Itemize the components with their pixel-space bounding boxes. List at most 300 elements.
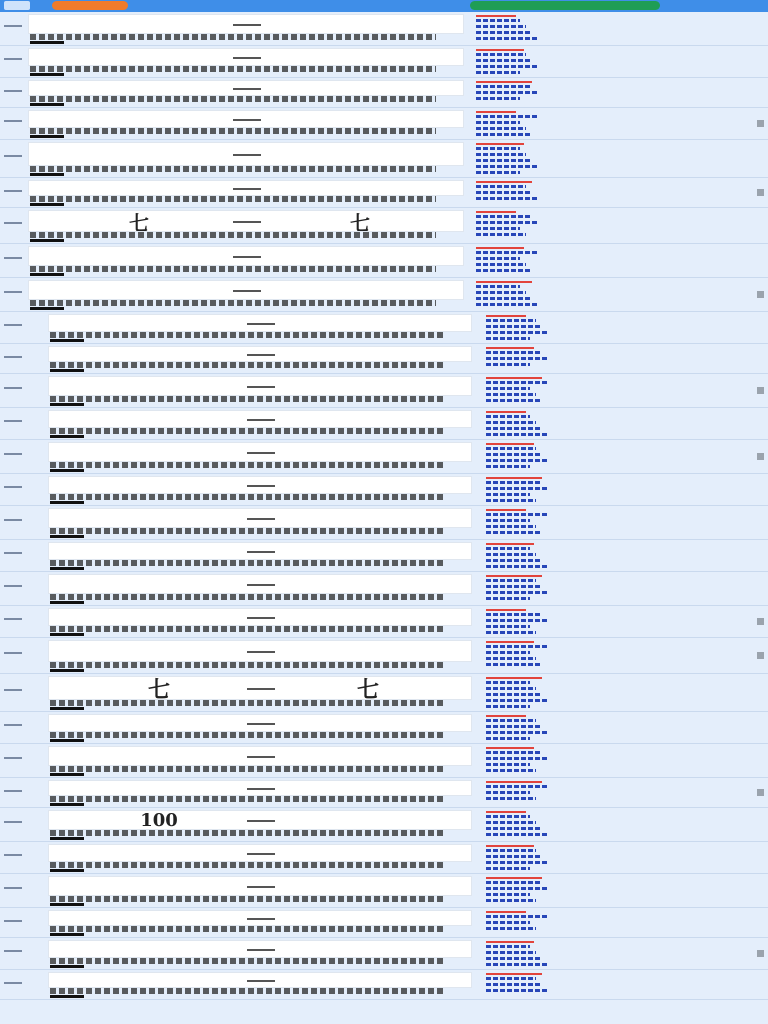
- list-item[interactable]: [0, 674, 768, 712]
- reading-link[interactable]: [486, 797, 536, 800]
- glyph-comparison-image[interactable]: [28, 280, 464, 300]
- reading-links[interactable]: [476, 111, 542, 139]
- reading-link[interactable]: [486, 427, 542, 430]
- expand-icon[interactable]: [757, 453, 764, 460]
- reading-link[interactable]: [476, 25, 526, 28]
- reading-links[interactable]: [486, 543, 552, 571]
- reading-link[interactable]: [476, 171, 520, 174]
- reading-link[interactable]: [486, 363, 530, 366]
- glyph-comparison-image[interactable]: [48, 410, 472, 428]
- glyph-comparison-image[interactable]: [48, 542, 472, 560]
- expand-icon[interactable]: [757, 950, 764, 957]
- reading-link[interactable]: [476, 191, 532, 194]
- reading-link[interactable]: [486, 687, 536, 690]
- separator-dash: [247, 551, 275, 553]
- list-item[interactable]: [0, 244, 768, 278]
- reading-links[interactable]: [486, 845, 552, 873]
- separator-dash: [247, 617, 275, 619]
- reading-links[interactable]: [476, 181, 542, 203]
- row-number: [4, 25, 22, 27]
- reading-link[interactable]: [486, 899, 536, 902]
- glyph-caption: [50, 700, 444, 706]
- separator-dash: [233, 290, 261, 292]
- reading-link[interactable]: [476, 53, 526, 56]
- reading-link[interactable]: [486, 951, 536, 954]
- reading-link[interactable]: [486, 921, 530, 924]
- glyph-right: [313, 377, 423, 395]
- list-item[interactable]: [0, 178, 768, 208]
- reading-link[interactable]: [486, 453, 542, 456]
- stroke-marker: [486, 911, 526, 913]
- glyph-caption-underline: [50, 965, 84, 968]
- expand-icon[interactable]: [757, 387, 764, 394]
- glyph-caption-underline: [50, 869, 84, 872]
- reading-link[interactable]: [476, 71, 520, 74]
- expand-icon[interactable]: [757, 291, 764, 298]
- reading-link[interactable]: [476, 221, 538, 224]
- reading-link[interactable]: [486, 833, 548, 836]
- separator-dash: [233, 57, 261, 59]
- reading-links[interactable]: [486, 477, 552, 505]
- list-item[interactable]: [0, 778, 768, 808]
- reading-link[interactable]: [476, 85, 532, 88]
- site-logo[interactable]: [4, 1, 30, 10]
- list-item[interactable]: [0, 938, 768, 970]
- reading-link[interactable]: [486, 963, 548, 966]
- glyph-caption-underline: [30, 239, 64, 242]
- expand-icon[interactable]: [757, 652, 764, 659]
- glyph-comparison-image[interactable]: [48, 346, 472, 362]
- reading-link[interactable]: [486, 619, 548, 622]
- separator-dash: [247, 452, 275, 454]
- menu-badge-button[interactable]: [52, 1, 128, 10]
- list-item[interactable]: [0, 408, 768, 440]
- reading-link[interactable]: [476, 115, 538, 118]
- reading-link[interactable]: [486, 693, 542, 696]
- reading-link[interactable]: [476, 159, 532, 162]
- expand-icon[interactable]: [757, 618, 764, 625]
- glyph-left: 七: [147, 676, 170, 700]
- glyph-comparison-image[interactable]: [48, 940, 472, 958]
- reading-link[interactable]: [476, 257, 520, 260]
- glyph-left: [109, 941, 209, 957]
- reading-link[interactable]: [486, 597, 530, 600]
- glyph-comparison-image[interactable]: [28, 14, 464, 34]
- list-item[interactable]: [0, 842, 768, 874]
- row-number: [4, 724, 22, 726]
- glyph-caption: [30, 300, 436, 306]
- glyph-comparison-image[interactable]: [48, 876, 472, 896]
- reading-link[interactable]: [486, 481, 542, 484]
- list-item[interactable]: [0, 474, 768, 506]
- glyph-left: [109, 377, 209, 395]
- reading-link[interactable]: [486, 751, 542, 754]
- glyph-right: [313, 747, 423, 765]
- reading-links[interactable]: [486, 609, 552, 637]
- top-bar: [0, 0, 768, 12]
- expand-icon[interactable]: [757, 120, 764, 127]
- glyph-caption: [50, 560, 444, 566]
- reading-link[interactable]: [486, 433, 548, 436]
- reading-links[interactable]: [476, 81, 542, 103]
- glyph-caption-underline: [50, 707, 84, 710]
- reading-link[interactable]: [476, 91, 538, 94]
- stroke-marker: [486, 377, 542, 379]
- reading-link[interactable]: [486, 719, 536, 722]
- glyph-caption-underline: [50, 567, 84, 570]
- glyph-caption: [50, 958, 444, 964]
- list-item[interactable]: [0, 572, 768, 606]
- glyph-comparison-image[interactable]: [48, 476, 472, 494]
- separator-dash: [247, 518, 275, 520]
- reading-links[interactable]: [476, 143, 542, 177]
- glyph-comparison-image[interactable]: [48, 314, 472, 332]
- reading-link[interactable]: [486, 849, 536, 852]
- reading-link[interactable]: [476, 297, 532, 300]
- glyph-caption: [30, 96, 436, 102]
- glyph-right: [313, 715, 423, 731]
- glyph-caption: [30, 266, 436, 272]
- reading-link[interactable]: [486, 927, 536, 930]
- reading-link[interactable]: [486, 351, 542, 354]
- separator-dash: [247, 419, 275, 421]
- reading-link[interactable]: [486, 769, 536, 772]
- glyph-caption-underline: [50, 903, 84, 906]
- glyph-comparison-image[interactable]: [48, 640, 472, 662]
- list-item[interactable]: [0, 78, 768, 108]
- list-item[interactable]: [0, 712, 768, 744]
- stroke-marker: [476, 49, 524, 51]
- glyph-comparison-image[interactable]: [28, 110, 464, 128]
- reading-link[interactable]: [486, 631, 536, 634]
- reading-link[interactable]: [486, 331, 548, 334]
- list-item[interactable]: [0, 874, 768, 908]
- reading-link[interactable]: [486, 989, 548, 992]
- reading-link[interactable]: [486, 415, 530, 418]
- reading-link[interactable]: [486, 381, 548, 384]
- reading-link[interactable]: [486, 613, 542, 616]
- reading-link[interactable]: [486, 447, 536, 450]
- reading-link[interactable]: [486, 499, 536, 502]
- reading-link[interactable]: [486, 887, 548, 890]
- stroke-marker: [486, 477, 542, 479]
- reading-link[interactable]: [486, 421, 536, 424]
- reading-link[interactable]: [476, 127, 526, 130]
- glyph-caption: [50, 428, 444, 434]
- reading-link[interactable]: [486, 725, 542, 728]
- glyph-right: [305, 281, 415, 299]
- list-item[interactable]: [0, 744, 768, 778]
- list-item[interactable]: [0, 140, 768, 178]
- reading-links[interactable]: [486, 377, 552, 405]
- reading-link[interactable]: [486, 645, 548, 648]
- reading-links[interactable]: [486, 911, 552, 933]
- reading-link[interactable]: [486, 357, 548, 360]
- row-number: [4, 155, 22, 157]
- reading-link[interactable]: [486, 915, 548, 918]
- row-number: [4, 222, 22, 224]
- reading-link[interactable]: [486, 855, 542, 858]
- reading-links[interactable]: [486, 973, 552, 995]
- reading-links[interactable]: [486, 747, 552, 775]
- reading-link[interactable]: [486, 559, 542, 562]
- reading-link[interactable]: [486, 763, 530, 766]
- reading-links[interactable]: [486, 715, 552, 743]
- reading-link[interactable]: [486, 893, 530, 896]
- reading-link[interactable]: [486, 513, 548, 516]
- reading-link[interactable]: [486, 459, 548, 462]
- glyph-right: [313, 811, 423, 829]
- reading-link[interactable]: [486, 983, 542, 986]
- reading-link[interactable]: [486, 585, 542, 588]
- glyph-caption: [50, 332, 444, 338]
- reading-link[interactable]: [486, 519, 530, 522]
- glyph-comparison-image[interactable]: [48, 574, 472, 594]
- glyph-comparison-image[interactable]: [48, 844, 472, 862]
- list-item[interactable]: [0, 108, 768, 140]
- reading-link[interactable]: [476, 263, 526, 266]
- stroke-marker: [486, 509, 526, 511]
- reading-link[interactable]: [476, 65, 538, 68]
- reading-link[interactable]: [486, 553, 536, 556]
- list-item[interactable]: [0, 808, 768, 842]
- separator-dash: [233, 221, 261, 223]
- glyph-comparison-image[interactable]: [48, 746, 472, 766]
- reading-link[interactable]: [486, 319, 536, 322]
- reading-links[interactable]: [486, 677, 552, 711]
- glyph-left: [109, 411, 209, 427]
- reading-link[interactable]: [476, 215, 532, 218]
- reading-link[interactable]: [476, 269, 532, 272]
- reading-link[interactable]: [486, 957, 542, 960]
- reading-link[interactable]: [476, 133, 532, 136]
- reading-link[interactable]: [486, 487, 548, 490]
- reading-links[interactable]: [486, 941, 552, 969]
- reading-links[interactable]: [486, 781, 552, 803]
- reading-link[interactable]: [486, 465, 530, 468]
- glyph-comparison-image[interactable]: [48, 376, 472, 396]
- reading-links[interactable]: [476, 49, 542, 77]
- list-item[interactable]: [0, 344, 768, 374]
- reading-links[interactable]: [486, 811, 552, 839]
- expand-icon[interactable]: [757, 189, 764, 196]
- reading-link[interactable]: [486, 821, 536, 824]
- reading-link[interactable]: [476, 303, 538, 306]
- row-number: [4, 58, 22, 60]
- reading-links[interactable]: [476, 247, 542, 275]
- reading-link[interactable]: [476, 59, 532, 62]
- reading-link[interactable]: [486, 663, 542, 666]
- reading-links[interactable]: [486, 877, 552, 905]
- row-number: [4, 585, 22, 587]
- glyph-caption: [50, 862, 444, 868]
- reading-link[interactable]: [486, 547, 530, 550]
- glyph-comparison-image[interactable]: [48, 714, 472, 732]
- glyph-left: [109, 347, 209, 361]
- stroke-marker: [486, 575, 542, 577]
- reading-link[interactable]: [486, 579, 536, 582]
- reading-link[interactable]: [476, 227, 520, 230]
- reading-links[interactable]: [486, 347, 552, 369]
- reading-link[interactable]: [476, 147, 520, 150]
- glyph-caption: [50, 626, 444, 632]
- separator-dash: [247, 918, 275, 920]
- list-item[interactable]: [0, 46, 768, 78]
- reading-link[interactable]: [476, 19, 520, 22]
- list-item[interactable]: [0, 312, 768, 344]
- list-item[interactable]: [0, 440, 768, 474]
- separator-dash: [247, 723, 275, 725]
- reading-link[interactable]: [486, 591, 548, 594]
- glyph-comparison-image[interactable]: [48, 810, 472, 830]
- reading-links[interactable]: [486, 443, 552, 471]
- list-item[interactable]: [0, 208, 768, 244]
- glyph-comparison-image[interactable]: [28, 210, 464, 232]
- expand-icon[interactable]: [757, 789, 764, 796]
- glyph-caption-underline: [30, 307, 64, 310]
- list-item[interactable]: [0, 606, 768, 638]
- list-item[interactable]: [0, 278, 768, 312]
- glyph-comparison-image[interactable]: [48, 508, 472, 528]
- reading-link[interactable]: [486, 731, 548, 734]
- reading-link[interactable]: [486, 625, 530, 628]
- glyph-comparison-image[interactable]: [28, 246, 464, 266]
- reading-link[interactable]: [486, 815, 530, 818]
- reading-link[interactable]: [476, 285, 520, 288]
- reading-link[interactable]: [486, 791, 530, 794]
- reading-link[interactable]: [476, 121, 520, 124]
- glyph-comparison-image[interactable]: [48, 910, 472, 926]
- reading-link[interactable]: [476, 291, 526, 294]
- reading-link[interactable]: [486, 827, 542, 830]
- reading-link[interactable]: [486, 657, 536, 660]
- list-item[interactable]: [0, 540, 768, 572]
- glyph-comparison-image[interactable]: [48, 780, 472, 796]
- separator-dash: [247, 886, 275, 888]
- separator-dash: [247, 688, 275, 690]
- glyph-comparison-image[interactable]: [28, 80, 464, 96]
- glyph-right: [305, 15, 415, 33]
- reading-link[interactable]: [486, 325, 542, 328]
- reading-link[interactable]: [486, 399, 542, 402]
- reading-links[interactable]: [486, 315, 552, 343]
- search-pill-button[interactable]: [470, 1, 660, 10]
- glyph-caption: [30, 128, 436, 134]
- list-item[interactable]: [0, 638, 768, 674]
- glyph-left: [109, 509, 209, 527]
- reading-links[interactable]: [486, 641, 552, 669]
- glyph-caption-underline: [50, 773, 84, 776]
- glyph-right: [313, 443, 423, 461]
- reading-link[interactable]: [486, 881, 542, 884]
- reading-links[interactable]: [486, 411, 552, 439]
- separator-dash: [247, 980, 275, 982]
- glyph-caption: [50, 926, 444, 932]
- reading-link[interactable]: [476, 31, 532, 34]
- glyph-caption-underline: [50, 803, 84, 806]
- reading-link[interactable]: [486, 565, 548, 568]
- reading-link[interactable]: [486, 705, 530, 708]
- reading-link[interactable]: [486, 977, 536, 980]
- reading-link[interactable]: [486, 757, 548, 760]
- glyph-comparison-image[interactable]: [48, 972, 472, 988]
- reading-link[interactable]: [486, 785, 548, 788]
- glyph-comparison-image[interactable]: [48, 442, 472, 462]
- glyph-comparison-image[interactable]: [28, 142, 464, 166]
- glyph-caption-underline: [30, 173, 64, 176]
- glyph-left: [109, 575, 209, 593]
- list-item[interactable]: [0, 12, 768, 46]
- glyph-comparison-image[interactable]: [48, 676, 472, 700]
- glyph-left: [89, 81, 189, 95]
- reading-links[interactable]: [476, 15, 542, 43]
- reading-link[interactable]: [486, 861, 548, 864]
- reading-link[interactable]: [486, 945, 530, 948]
- reading-link[interactable]: [486, 681, 530, 684]
- list-item[interactable]: [0, 374, 768, 408]
- list-item[interactable]: [0, 970, 768, 1000]
- glyph-comparison-image[interactable]: [28, 48, 464, 66]
- reading-link[interactable]: [486, 737, 530, 740]
- separator-dash: [247, 820, 275, 822]
- reading-link[interactable]: [476, 37, 538, 40]
- reading-links[interactable]: [476, 211, 542, 239]
- glyph-caption: [30, 166, 436, 172]
- row-number: [4, 552, 22, 554]
- reading-link[interactable]: [486, 493, 530, 496]
- reading-link[interactable]: [486, 531, 542, 534]
- row-number: [4, 854, 22, 856]
- reading-link[interactable]: [486, 699, 548, 702]
- glyph-right: [313, 411, 423, 427]
- glyph-caption-underline: [50, 339, 84, 342]
- glyph-right: 七: [350, 210, 370, 232]
- glyph-right: [313, 509, 423, 527]
- reading-link[interactable]: [486, 393, 536, 396]
- reading-link[interactable]: [476, 97, 520, 100]
- stroke-marker: [486, 941, 534, 943]
- glyph-caption-underline: [30, 103, 64, 106]
- glyph-comparison-image[interactable]: [28, 180, 464, 196]
- reading-link[interactable]: [476, 233, 526, 236]
- glyph-right: [313, 845, 423, 861]
- reading-link[interactable]: [486, 387, 530, 390]
- glyph-caption-underline: [30, 135, 64, 138]
- glyph-caption-underline: [30, 41, 64, 44]
- glyph-right: [313, 347, 423, 361]
- reading-link[interactable]: [476, 251, 538, 254]
- reading-link[interactable]: [476, 153, 526, 156]
- reading-link[interactable]: [476, 185, 526, 188]
- glyph-left: [109, 781, 209, 795]
- reading-links[interactable]: [486, 509, 552, 537]
- glyph-left: [89, 49, 189, 65]
- reading-link[interactable]: [486, 525, 536, 528]
- reading-link[interactable]: [486, 867, 530, 870]
- reading-link[interactable]: [476, 165, 538, 168]
- glyph-caption: [50, 662, 444, 668]
- reading-link[interactable]: [486, 651, 530, 654]
- list-item[interactable]: [0, 506, 768, 540]
- reading-link[interactable]: [476, 197, 538, 200]
- glyph-left: [89, 281, 189, 299]
- glyph-caption-underline: [50, 403, 84, 406]
- reading-links[interactable]: [476, 281, 542, 309]
- glyph-comparison-image[interactable]: [48, 608, 472, 626]
- reading-link[interactable]: [486, 337, 530, 340]
- reading-links[interactable]: [486, 575, 552, 603]
- list-item[interactable]: [0, 908, 768, 938]
